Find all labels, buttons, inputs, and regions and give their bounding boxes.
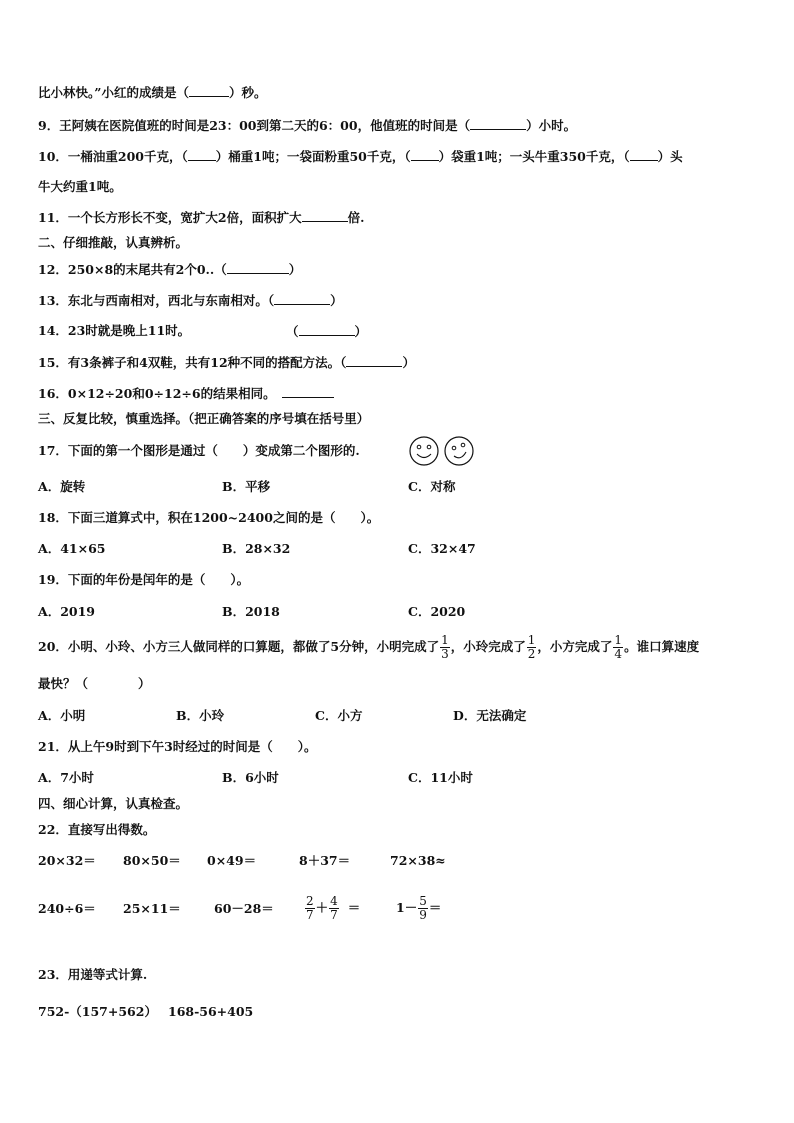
question-20-line2: 最快？（ ）	[38, 676, 151, 691]
option-b: B．小玲	[176, 708, 225, 723]
fraction: $\frac{2}{7}$	[306, 894, 314, 922]
question-14-paren: （ ）	[286, 324, 368, 339]
option-c: C．32×47	[408, 541, 476, 556]
option-b: B．6小时	[222, 770, 279, 785]
question-10: 10．一桶油重200千克，（ ）桶重1吨；一袋面粉重50千克，（ ）袋重1吨；一头牛重350千克，（ ）头	[38, 149, 683, 164]
answer-blank	[188, 148, 216, 161]
fraction-calc-item: 1－ $\frac{5}{9}$ ＝	[396, 894, 442, 922]
question-10-line2: 牛大约重1吨。	[38, 179, 122, 194]
smiley-faces-figure	[408, 434, 476, 471]
fraction: $\frac{4}{7}$	[330, 894, 338, 922]
answer-blank	[299, 323, 355, 336]
option-a: A．7小时	[38, 770, 94, 785]
answer-blank	[227, 261, 289, 274]
answer-blank	[411, 148, 439, 161]
fraction: $\frac{1}{4}$	[614, 633, 623, 661]
question-9: 9．王阿姨在医院值班的时间是23：00到第二天的6：00，他值班的时间是（ ）小时。	[38, 118, 577, 133]
question-23: 23．用递等式计算.	[38, 967, 148, 982]
option-c: C．2020	[408, 604, 466, 619]
question-19: 19．下面的年份是闰年的是（ ）。	[38, 572, 250, 587]
question-18: 18．下面三道算式中，积在1200~2400之间的是（ ）。	[38, 510, 380, 525]
expression: 752-（157+562）	[38, 1004, 157, 1019]
option-a: A．小明	[38, 708, 86, 723]
smiley-face-icon	[408, 434, 476, 468]
question-8-tail: 比小林快。”小红的成绩是（ ）秒。	[38, 85, 267, 100]
answer-blank	[282, 385, 334, 398]
option-d: D．无法确定	[453, 708, 527, 723]
calc-item: 60－28＝	[214, 901, 274, 916]
answer-blank	[274, 292, 330, 305]
answer-blank	[189, 84, 229, 97]
answer-blank	[470, 117, 526, 130]
answer-blank	[302, 209, 348, 222]
fraction: $\frac{5}{9}$	[419, 894, 427, 922]
option-a: A．旋转	[38, 479, 86, 494]
question-21: 21．从上午9时到下午3时经过的时间是（ ）。	[38, 739, 317, 754]
option-c: C．小方	[315, 708, 363, 723]
question-16: 16．0×12÷20和0÷12÷6的结果相同。	[38, 385, 334, 402]
question-15: 15．有3条裤子和4双鞋，共有12种不同的搭配方法。（ ）	[38, 355, 415, 370]
expression: 168-56+405	[168, 1004, 254, 1019]
section-3-heading: 三、反复比较，慎重选择。（把正确答案的序号填在括号里）	[38, 411, 370, 426]
fraction: $\frac{1}{2}$	[527, 633, 536, 661]
question-11: 11．一个长方形长不变，宽扩大2倍，面积扩大 倍.	[38, 210, 365, 225]
section-2-heading: 二、仔细推敲，认真辨析。	[38, 235, 189, 250]
section-4-heading: 四、细心计算，认真检查。	[38, 796, 189, 811]
question-20: 20．小明、小玲、小方三人做同样的口算题，都做了5分钟，小明完成了 $\frac{1}{3}$ ，小玲完成了 $\frac{1}{2}$ ，小方完成了 $\frac{1}{4}$ 。谁口算速度	[38, 633, 700, 661]
calc-item: 8＋37＝	[299, 853, 351, 868]
answer-blank	[630, 148, 658, 161]
question-12: 12．250×8的末尾共有2个0..（ ）	[38, 262, 302, 277]
calc-item: 25×11＝	[123, 901, 181, 916]
question-22: 22．直接写出得数。	[38, 822, 156, 837]
calc-item: 240÷6＝	[38, 901, 96, 916]
option-c: C．对称	[408, 479, 456, 494]
option-a: A．2019	[38, 604, 95, 619]
calc-item: 0×49＝	[207, 853, 257, 868]
question-17: 17．下面的第一个图形是通过（ ）变成第二个图形的.	[38, 443, 360, 458]
fraction-calc-item: $\frac{2}{7}$ ＋ $\frac{4}{7}$ ＝	[306, 894, 361, 922]
question-14: 14．23时就是晚上11时。	[38, 323, 191, 338]
calc-item: 80×50＝	[123, 853, 181, 868]
option-a: A．41×65	[38, 541, 106, 556]
option-b: B．平移	[222, 479, 271, 494]
option-b: B．2018	[222, 604, 280, 619]
calc-item: 72×38≈	[390, 853, 446, 868]
fraction: $\frac{1}{3}$	[441, 633, 449, 661]
option-b: B．28×32	[222, 541, 291, 556]
answer-blank	[346, 354, 402, 367]
calc-item: 20×32＝	[38, 853, 96, 868]
question-13: 13．东北与西南相对，西北与东南相对。（ ）	[38, 293, 343, 308]
option-c: C．11小时	[408, 770, 473, 785]
